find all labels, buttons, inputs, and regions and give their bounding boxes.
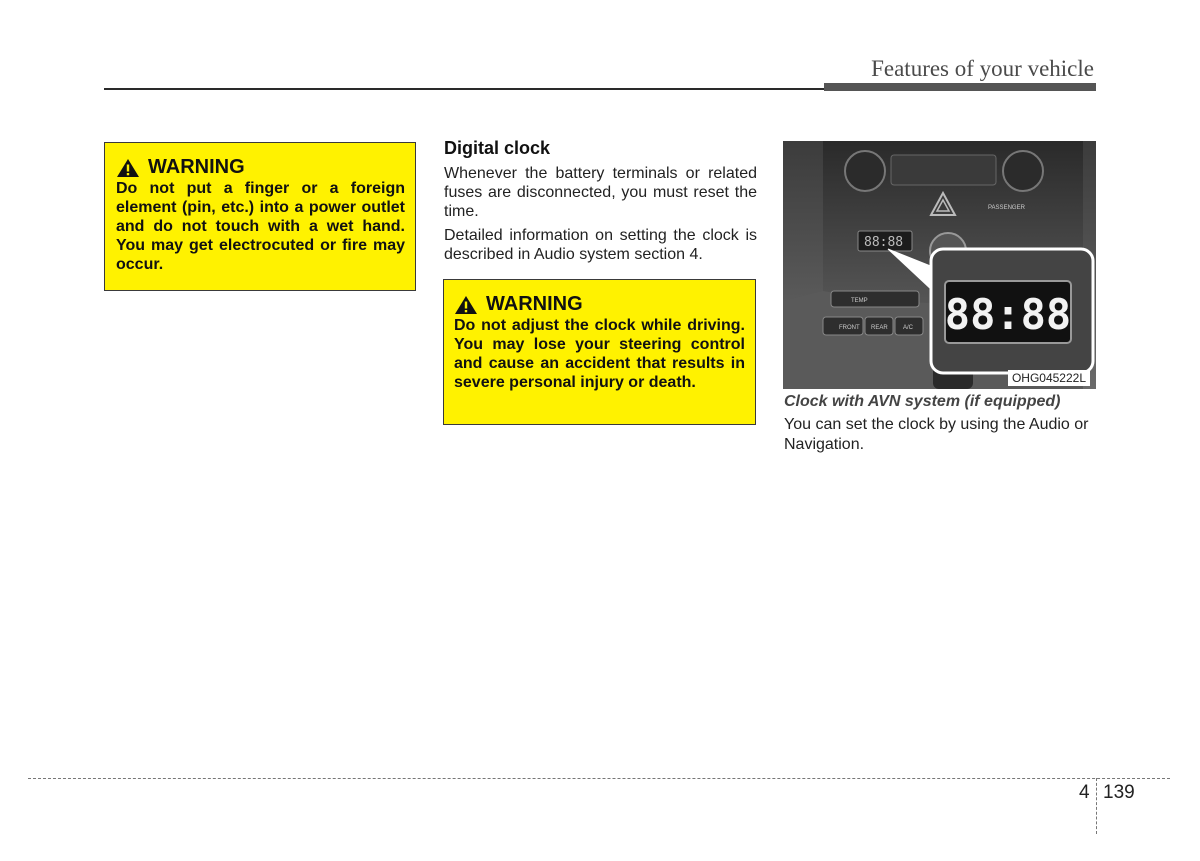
warning-text: Do not adjust the clock while driving. You may lose your steering control and cause an accident that results in severe personal injury or death. [454,317,745,391]
digital-clock-section [444,138,757,269]
warning-triangle-icon [116,158,140,178]
warning-triangle-icon [454,295,478,315]
chapter-number: 4 [1079,782,1090,803]
small-clock-display: 88:88 [864,235,904,250]
header-rule [104,88,824,90]
warning-title: WARNING [486,293,583,315]
rear-label: REAR [871,325,888,331]
avn-clock-text: You can set the clock by using the Audio or Navigation. [784,416,1089,453]
warning-text: Do not put a finger or a foreign element (pin, etc.) into a power outlet and do not touch with a wet hand. You may get electrocuted or fire may occur. [116,180,405,273]
warning-box-clock-driving [443,279,756,425]
passenger-label: PASSENGER [988,205,1025,211]
front-label: FRONT [839,325,860,331]
figure-code: OHG045222L [1008,370,1090,386]
dashboard-clock-figure [783,141,1096,389]
footer-rule [28,778,1170,779]
ac-label: A/C [903,325,914,331]
paragraph-audio-reference: Detailed information on setting the clock is described in Audio system section 4. [444,227,757,263]
temp-label: TEMP [851,298,868,304]
page-header-title: Features of your vehicle [871,56,1094,81]
warning-box-power-outlet [104,142,416,291]
section-heading: Digital clock [444,138,551,158]
figure-caption: Clock with AVN system (if equipped) [784,393,1061,410]
footer-divider [1096,778,1097,834]
page-number: 139 [1103,782,1135,803]
warning-title: WARNING [148,156,245,178]
header-rule-accent [824,83,1096,91]
paragraph-reset-time: Whenever the battery terminals or related fuses are disconnected, you must reset the time. [444,165,757,220]
dashboard-illustration [783,141,1096,389]
large-clock-display: 88:88 [944,290,1072,339]
